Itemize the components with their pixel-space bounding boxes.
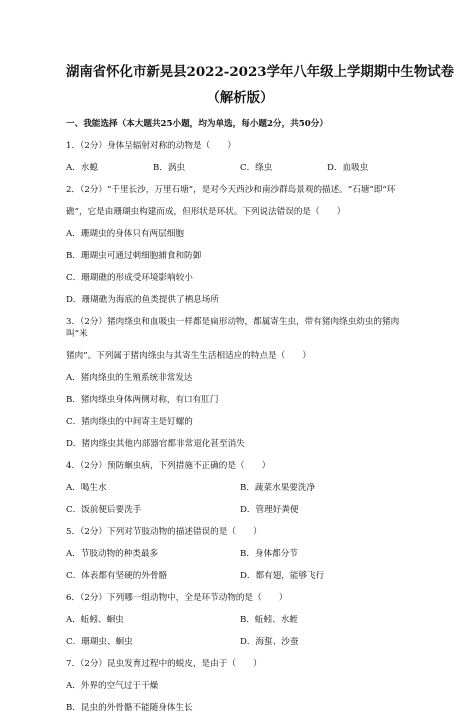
option-b: B．猪肉绦虫身体两侧对称，有口有肛门 — [66, 395, 219, 405]
question-stem-continued: 礁”，它是由珊瑚虫构建而成，但形状是环状。下列说法错误的是（ ） — [66, 207, 346, 217]
option-b: B．昆虫的外骨骼不能随身体生长 — [66, 703, 193, 713]
question-options — [66, 636, 414, 648]
option-c: C．绦虫 — [240, 163, 273, 173]
option-c: C．珊瑚礁的形成受环境影响较小 — [66, 273, 193, 283]
question-options — [66, 162, 414, 174]
question-options — [66, 570, 414, 582]
option-c: C．猪肉绦虫的中间寄主是钉螺的 — [66, 417, 193, 427]
page-title: 湖南省怀化市新晃县2022-2023学年八年级上学期期中生物试卷 — [66, 64, 455, 80]
option-b: B．蔬菜水果要洗净 — [240, 483, 316, 493]
option-a: A．珊瑚虫的身体只有两层细胞 — [66, 229, 184, 239]
question-stem: 6．（2分）下列哪一组动物中，全是环节动物的是（ ） — [66, 593, 288, 603]
question-stem: 7．（2分）昆虫发育过程中的蜕皮，是由于（ ） — [66, 659, 262, 669]
option-a: A．水螅 — [66, 163, 98, 173]
option-b: B．涡虫 — [153, 163, 186, 173]
option-b: B．身体都分节 — [240, 549, 298, 559]
question-options — [66, 482, 414, 494]
option-b: B．珊瑚虫可通过刺细胞捕食和防御 — [66, 251, 202, 261]
option-a: A．外界的空气过于干燥 — [66, 681, 159, 691]
question-stem: 2．（2分）“千里长沙，万里石塘”，是对今天西沙和南沙群岛景观的描述。“石塘”即“环 — [66, 185, 396, 195]
option-a: A．猪肉绦虫的生殖系统非常发达 — [66, 373, 193, 383]
question-stem-continued: 猪肉”。下列属于猪肉绦虫与其寄生生活相适应的特点是（ ） — [66, 351, 312, 361]
question-options — [66, 504, 414, 516]
option-d: D．猪肉绦虫其他内部器官都非常退化甚至消失 — [66, 439, 245, 449]
option-c: C．体表都有坚硬的外骨骼 — [66, 571, 168, 581]
question-stem: 4．（2分）预防蛔虫病，下列措施不正确的是（ ） — [66, 461, 271, 471]
section-heading: 一、我能选择（本大题共25小题，均为单选，每小题2分，共50分） — [66, 119, 328, 129]
option-d: D．珊瑚礁为海底的鱼类提供了栖息场所 — [66, 295, 219, 305]
option-d: D．管理好粪便 — [240, 505, 299, 515]
option-c: C．珊瑚虫、蛔虫 — [66, 637, 133, 647]
question-options — [66, 614, 414, 626]
option-a: A．节肢动物的种类最多 — [66, 549, 159, 559]
question-stem: 5．（2分）下列对节肢动物的描述错误的是（ ） — [66, 527, 262, 537]
question-stem: 1．（2分）身体呈辐射对称的动物是（ ） — [66, 141, 236, 151]
question-stem: 3．（2分）猪肉绦虫和血吸虫一样都是扁形动物，都属寄生虫，带有猪肉绦虫幼虫的猪肉叫“米 — [66, 317, 400, 339]
option-d: D．都有翅，能够飞行 — [240, 571, 325, 581]
option-a: A．喝生水 — [66, 483, 107, 493]
question-options — [66, 548, 414, 560]
option-a: A．蚯蚓、蛔虫 — [66, 615, 124, 625]
page-subtitle: （解析版） — [206, 90, 274, 106]
option-d: D．海蜇、沙蚕 — [240, 637, 299, 647]
option-d: D．血吸虫 — [327, 163, 369, 173]
option-c: C．饭前便后要洗手 — [66, 505, 142, 515]
option-b: B．蚯蚓、水蛭 — [240, 615, 298, 625]
